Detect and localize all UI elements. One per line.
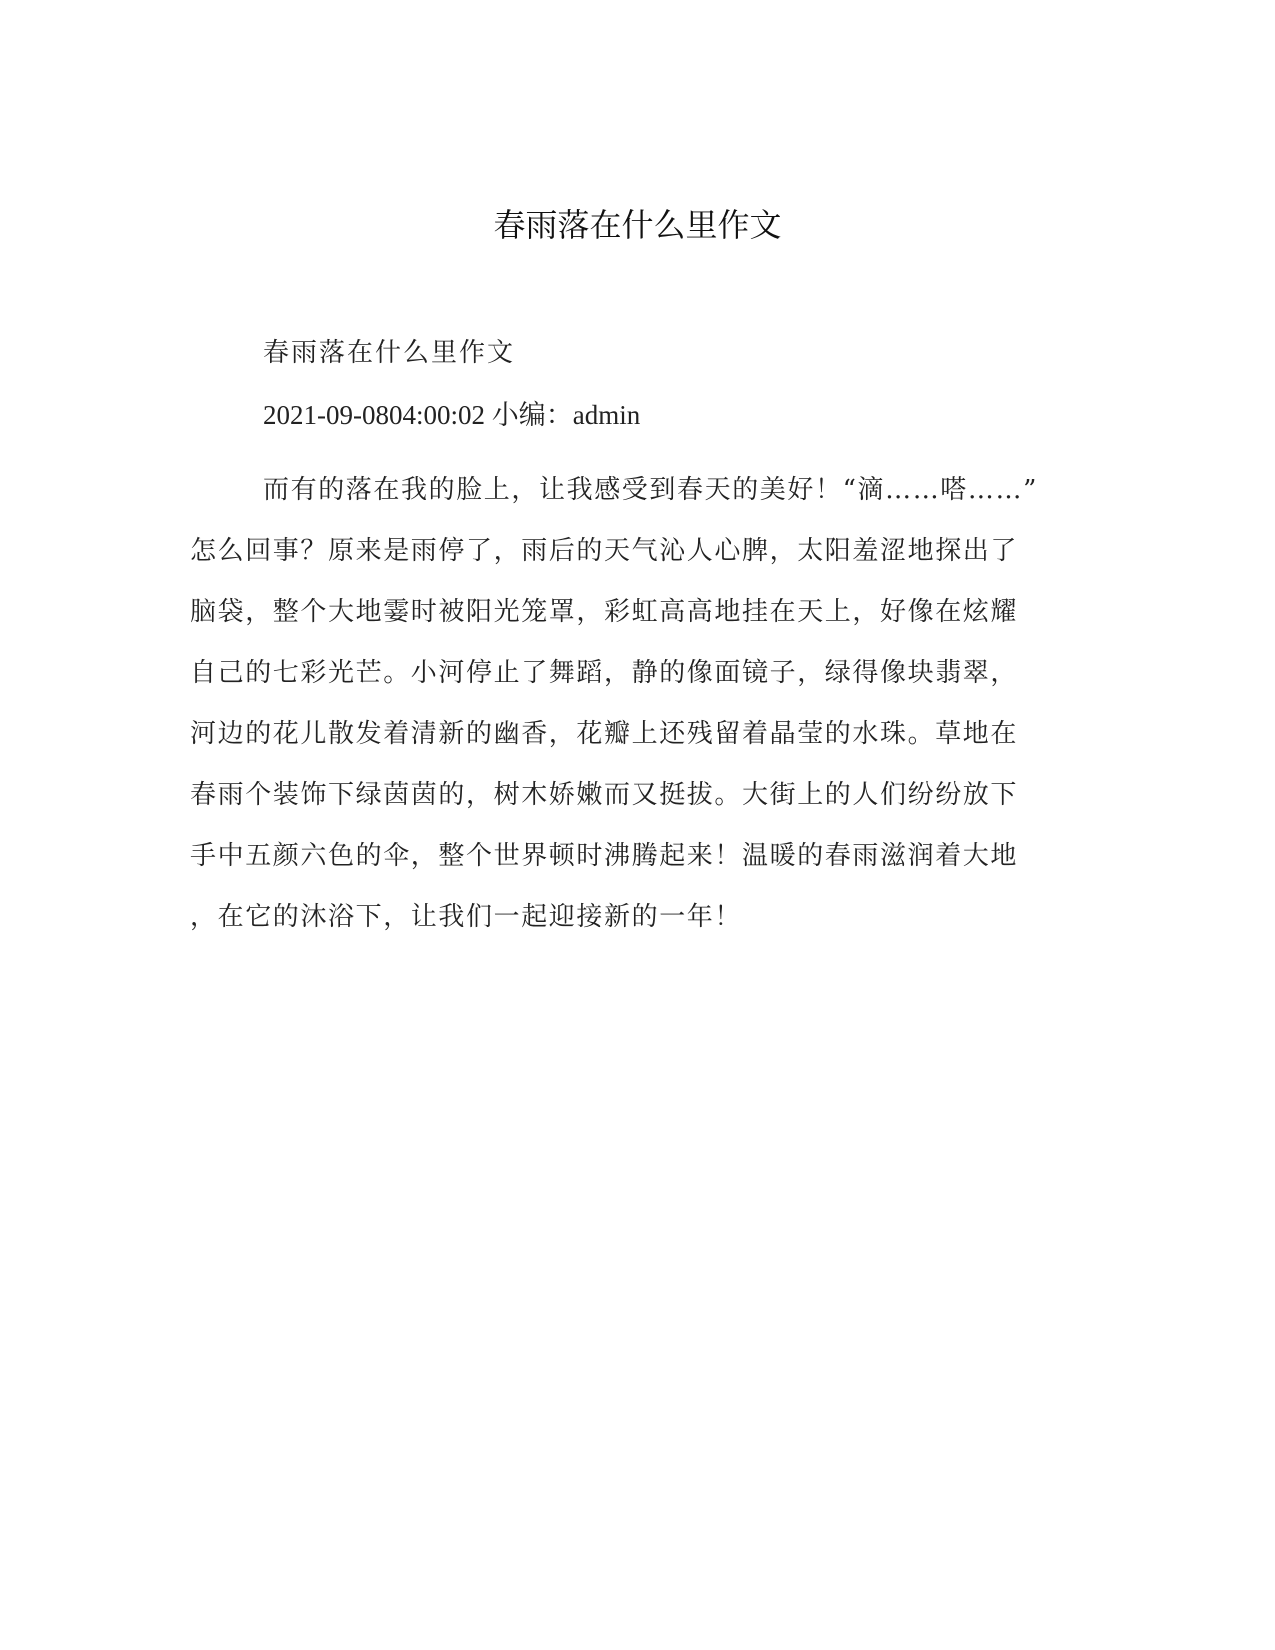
body-line: 河边的花儿散发着清新的幽香，花瓣上还残留着晶莹的水珠。草地在 bbox=[190, 719, 1019, 749]
article-subtitle: 春雨落在什么里作文 bbox=[263, 338, 516, 368]
article-meta: 2021-09-0804:00:02 小编：admin bbox=[263, 400, 641, 430]
body-line: 怎么回事？原来是雨停了，雨后的天气沁人心脾，太阳羞涩地探出了 bbox=[190, 536, 1019, 566]
body-line: 手中五颜六色的伞，整个世界顿时沸腾起来！温暖的春雨滋润着大地 bbox=[190, 841, 1019, 871]
article-body bbox=[190, 460, 1070, 948]
body-line: 脑袋，整个大地霎时被阳光笼罩，彩虹高高地挂在天上，好像在炫耀 bbox=[190, 597, 1019, 627]
body-line: 而有的落在我的脸上，让我感受到春天的美好！“滴……嗒……” bbox=[263, 475, 1038, 505]
body-line: ，在它的沐浴下，让我们一起迎接新的一年！ bbox=[190, 902, 743, 932]
page-title: 春雨落在什么里作文 bbox=[493, 206, 782, 244]
body-line: 春雨个装饰下绿茵茵的，树木娇嫩而又挺拔。大街上的人们纷纷放下 bbox=[190, 780, 1019, 810]
body-line: 自己的七彩光芒。小河停止了舞蹈，静的像面镜子，绿得像块翡翠， bbox=[190, 658, 1019, 688]
